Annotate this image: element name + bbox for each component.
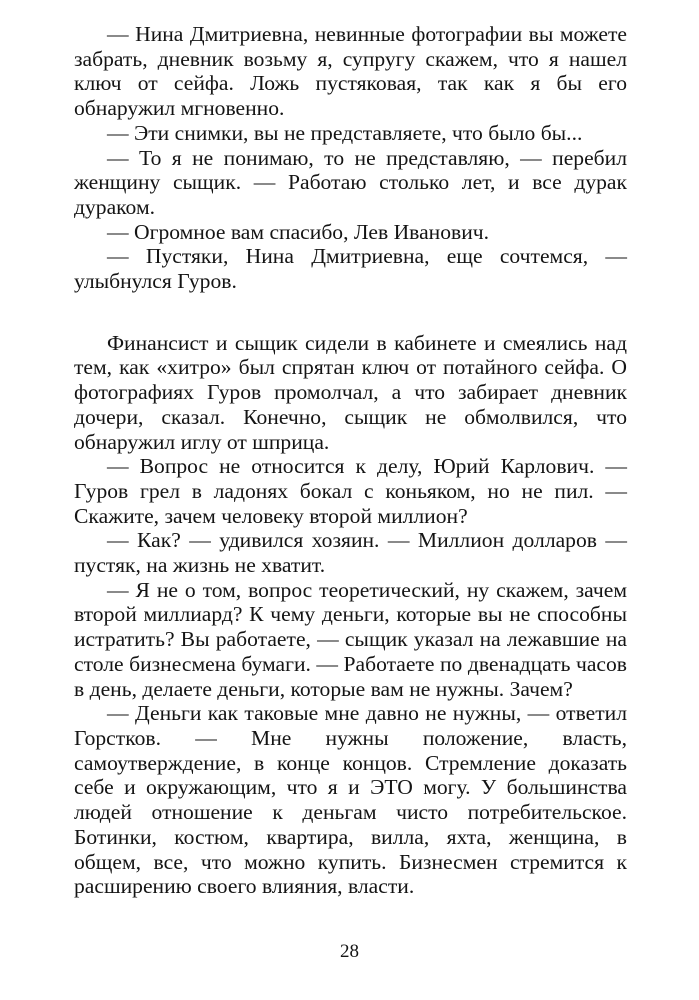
page-number: 28: [340, 941, 359, 962]
paragraph: — Нина Дмитриевна, невинные фотографии вы можете забрать, дневник возьму я, супругу скажем, что я нашел ключ от сейфа. Ложь пустяковая, так как я бы его обнаружил мгновенно.: [74, 22, 627, 121]
paragraph: — Огромное вам спасибо, Лев Иванович.: [107, 219, 490, 244]
paragraph: — Эти снимки, вы не представляете, что было бы...: [107, 120, 583, 145]
section-break: [74, 294, 627, 331]
book-page-text: [74, 22, 627, 899]
paragraph: — Я не о том, вопрос теоретический, ну скажем, зачем второй миллиард? К чему деньги, которые вы не способны истратить? Вы работаете, — сыщик указал на лежавшие на столе бизнесмена бумаги. — Работаете по двенадцать часов в день, делаете деньги, которые вам не нужны. Зачем?: [74, 577, 627, 701]
dialogue-block: [74, 22, 627, 294]
paragraph: — Пустяки, Нина Дмитриевна, еще сочтемся, — улыбнулся Гуров.: [74, 244, 627, 294]
paragraph: Финансист и сыщик сидели в кабинете и смеялись над тем, как «хитро» был спрятан ключ от потайного сейфа. О фотографиях Гуров промолчал, а что забирает дневник дочери, сказал. Конечно, сыщик не обмолвился, что обнаружил иглу от шприца.: [74, 330, 627, 454]
narrative-block: [74, 331, 627, 899]
paragraph: — То я не понимаю, то не представляю, — перебил женщину сыщик. — Работаю столько лет, и все дурак дураком.: [74, 145, 627, 219]
paragraph: — Как? — удивился хозяин. — Миллион долларов — пустяк, на жизнь не хватит.: [74, 528, 627, 578]
paragraph: — Деньги как таковые мне давно не нужны, — ответил Горстков. — Мне нужны положение, власть, самоутверждение, в конце концов. Стремление доказать себе и окружающим, что я и ЭТО могу. У большинства людей отношение к деньгам чисто потребительское. Ботинки, костюм, квартира, вилла, яхта, женщина, в общем, все, что можно купить. Бизнесмен стремится к расширению своего влияния, власти.: [74, 701, 627, 899]
paragraph: — Вопрос не относится к делу, Юрий Карлович. — Гуров грел в ладонях бокал с коньяком, но не пил. — Скажите, зачем человеку второй миллион?: [74, 454, 627, 528]
